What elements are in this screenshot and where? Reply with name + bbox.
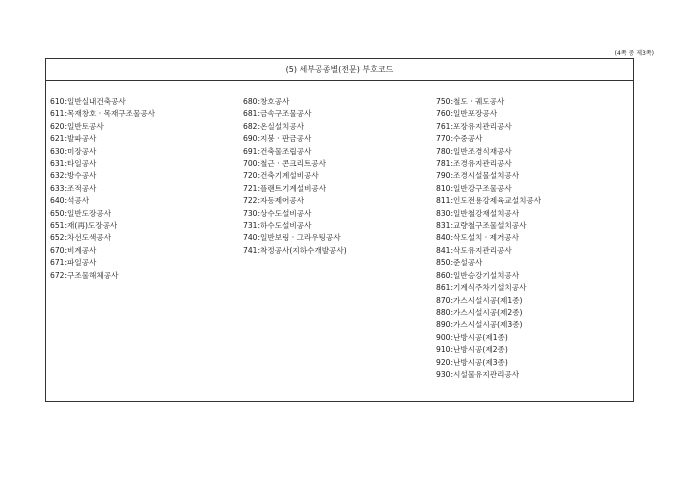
code-item: 830:일반철강재설치공사 bbox=[436, 208, 520, 218]
code-item: 870:가스시설시공(제1종) bbox=[436, 295, 523, 305]
code-item: 730:상수도설비공사 bbox=[243, 208, 312, 218]
code-item: 650:일반도장공사 bbox=[50, 208, 112, 218]
code-item: 621:발파공사 bbox=[50, 134, 97, 144]
code-item: 611:목재창호 · 목재구조물공사 bbox=[50, 109, 155, 119]
code-column-3 bbox=[436, 96, 541, 381]
code-item: 722:자동제어공사 bbox=[243, 196, 305, 206]
code-item: 841:삭도유지관리공사 bbox=[436, 245, 512, 255]
code-item: 781:조경유지관리공사 bbox=[436, 159, 512, 169]
code-item: 671:파일공사 bbox=[50, 258, 97, 268]
code-item: 680:창호공사 bbox=[243, 97, 290, 106]
code-item: 630:미장공사 bbox=[50, 146, 97, 156]
code-item: 670:비계공사 bbox=[50, 245, 97, 255]
code-item: 690:지붕 · 판금공사 bbox=[243, 134, 312, 144]
code-item: 861:기계식주차기설치공사 bbox=[436, 283, 527, 293]
code-item: 850:준설공사 bbox=[436, 258, 483, 268]
code-item: 750:철도 · 궤도공사 bbox=[436, 97, 505, 106]
table-title: (5) 세부공종별(전문) 부호코드 bbox=[46, 59, 633, 81]
code-item: 880:가스시설시공(제2종) bbox=[436, 307, 523, 317]
code-item: 672:구조물해체공사 bbox=[50, 270, 119, 280]
code-item: 610:일반실내건축공사 bbox=[50, 97, 126, 106]
code-column-1 bbox=[50, 96, 155, 282]
code-item: 811:인도전용강제육교설치공사 bbox=[436, 196, 542, 206]
code-table bbox=[45, 58, 634, 402]
code-item: 652:차선도색공사 bbox=[50, 233, 112, 243]
code-item: 900:난방시공(제1종) bbox=[436, 332, 508, 342]
code-item: 930:시설물유지관리공사 bbox=[436, 369, 520, 379]
code-item: 810:일반강구조물공사 bbox=[436, 183, 512, 193]
code-item: 740:일반보링 · 그라우팅공사 bbox=[243, 233, 341, 243]
code-item: 760:일반포장공사 bbox=[436, 109, 498, 119]
code-item: 890:가스시설시공(제3종) bbox=[436, 320, 523, 330]
code-item: 631:타일공사 bbox=[50, 159, 97, 169]
code-item: 721:플랜트기계설비공사 bbox=[243, 183, 327, 193]
code-item: 860:일반승강기설치공사 bbox=[436, 270, 520, 280]
code-item: 831:교량철구조물설치공사 bbox=[436, 221, 527, 231]
code-item: 691:건축물조립공사 bbox=[243, 146, 312, 156]
code-item: 731:하수도설비공사 bbox=[243, 221, 312, 231]
code-item: 640:석공사 bbox=[50, 196, 90, 206]
code-item: 780:일반조경식재공사 bbox=[436, 146, 512, 156]
code-item: 741:착정공사(지하수개발공사) bbox=[243, 245, 347, 255]
code-column-2 bbox=[243, 96, 347, 257]
code-item: 682:온실설치공사 bbox=[243, 121, 305, 131]
code-item: 840:삭도설치 · 제거공사 bbox=[436, 233, 519, 243]
code-item: 681:금속구조물공사 bbox=[243, 109, 312, 119]
page-indicator: (4쪽 중 제3쪽) bbox=[614, 50, 654, 57]
code-item: 790:조경시설물설치공사 bbox=[436, 171, 520, 181]
code-item: 720:건축기계설비공사 bbox=[243, 171, 319, 181]
code-item: 770:수중공사 bbox=[436, 134, 483, 144]
code-item: 700:철근 · 콘크리트공사 bbox=[243, 159, 326, 169]
code-item: 920:난방시공(제3종) bbox=[436, 357, 508, 367]
code-item: 632:방수공사 bbox=[50, 171, 97, 181]
code-item: 651:재(再)도장공사 bbox=[50, 221, 118, 231]
code-item: 633:조적공사 bbox=[50, 183, 97, 193]
code-item: 761:포장유지관리공사 bbox=[436, 121, 512, 131]
code-item: 620:일반토공사 bbox=[50, 121, 104, 131]
code-item: 910:난방시공(제2종) bbox=[436, 345, 508, 355]
